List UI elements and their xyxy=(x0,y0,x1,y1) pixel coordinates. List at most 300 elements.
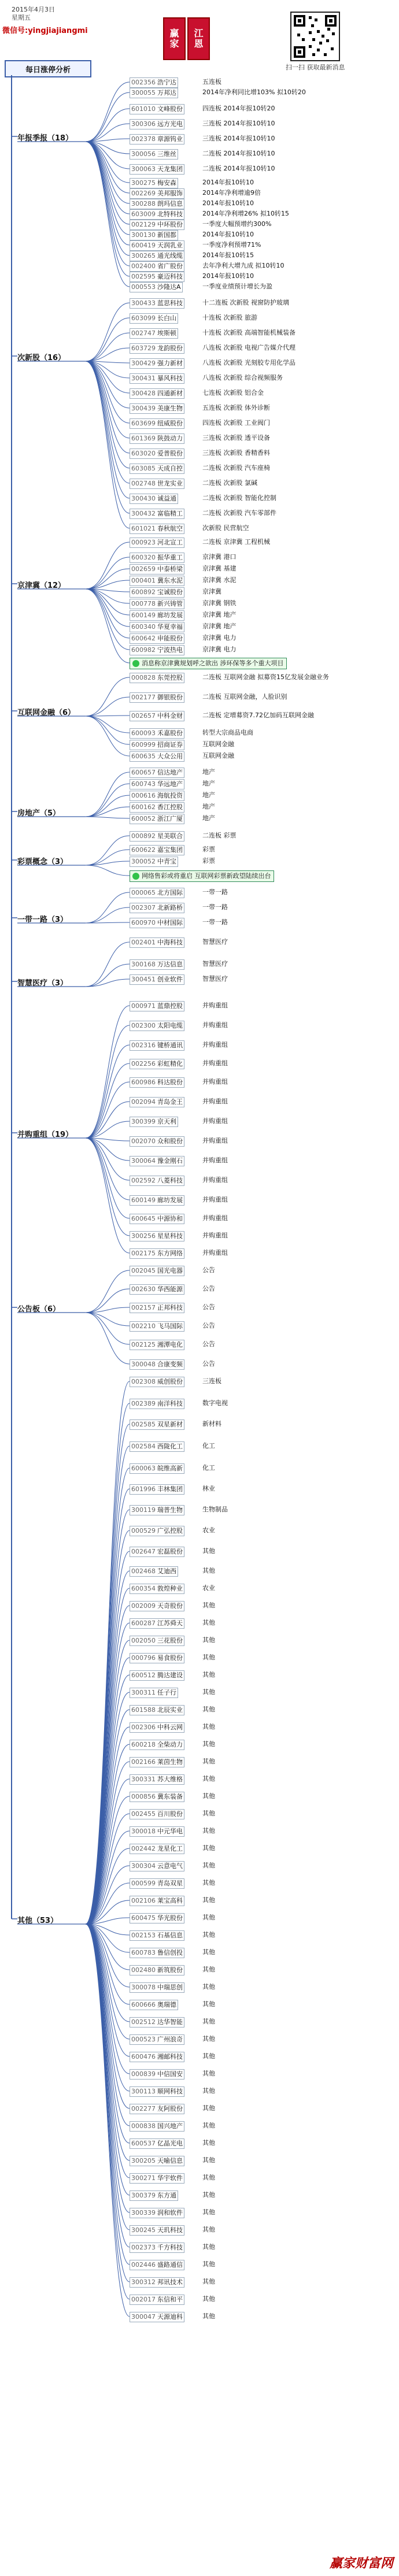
stock-name: 科达股份 xyxy=(157,1078,183,1086)
stock-name: 招商证券 xyxy=(157,741,183,748)
stock-name: 中瑞思创 xyxy=(157,1984,183,1991)
stock-note: 互联网金融 xyxy=(202,752,234,759)
stock-node xyxy=(130,1913,184,1923)
stock-note: 去年净利大增九成 拟10转10 xyxy=(202,262,285,269)
stock-code: 300275 xyxy=(131,179,156,187)
stock-name: 国光电器 xyxy=(157,1267,183,1274)
stock-node xyxy=(130,1526,184,1536)
stock-code: 002277 xyxy=(131,2105,156,2112)
news-banner xyxy=(130,658,287,669)
stock-name: 三维丝 xyxy=(157,150,176,158)
stock-code: 000065 xyxy=(131,889,156,896)
stock-node xyxy=(130,164,184,175)
stock-code: 002446 xyxy=(131,2261,156,2269)
stock-node xyxy=(130,1441,184,1452)
stock-name: 华夏幸福 xyxy=(157,623,183,631)
stock-name: 青岛双星 xyxy=(157,1880,183,1887)
stock-node xyxy=(130,178,178,188)
stock-note: 其他 xyxy=(202,1567,215,1574)
stock-note: 其他 xyxy=(202,2018,215,2025)
stock-name: 宝诚股份 xyxy=(157,588,183,596)
stock-code: 000839 xyxy=(131,2070,156,2078)
stock-note: 其他 xyxy=(202,1879,215,1886)
stock-name: 创业软件 xyxy=(157,976,183,983)
stock-note: 京津冀 基建 xyxy=(202,565,237,572)
stock-code: 600354 xyxy=(131,1585,156,1592)
stock-name: 天润乳业 xyxy=(157,242,183,249)
stock-node xyxy=(130,403,184,414)
stock-note: 其他 xyxy=(202,2156,215,2164)
stock-note: 智慧医疗 xyxy=(202,960,228,968)
stock-code: 000971 xyxy=(131,1002,156,1010)
stock-name: 湘邮科技 xyxy=(157,2053,183,2060)
stock-name: 江苏舜天 xyxy=(157,1619,183,1627)
stock-node xyxy=(130,272,184,282)
stock-code: 002177 xyxy=(131,694,156,701)
stock-name: 天玑科技 xyxy=(157,2226,183,2234)
stock-node xyxy=(130,1077,184,1088)
news-banner-text: 网络售彩或将重启 互联网彩票新政望陆续出台 xyxy=(142,872,271,880)
stock-note: 公告 xyxy=(202,1322,215,1329)
stock-node xyxy=(130,261,184,272)
stock-code: 300306 xyxy=(131,120,156,128)
stock-note: 一季度净利预增71% xyxy=(202,241,261,249)
stock-name: 达华智能 xyxy=(157,2018,183,2026)
stock-node xyxy=(130,464,184,474)
stock-node xyxy=(130,373,184,384)
category-node: 京津冀（12） xyxy=(17,581,66,590)
stock-code: 600287 xyxy=(131,1619,156,1627)
stock-code: 002584 xyxy=(131,1443,156,1450)
stock-note: 二连板 次新股 汽车零部件 xyxy=(202,509,276,517)
stock-code: 000616 xyxy=(131,792,156,799)
stock-name: 豫金刚石 xyxy=(157,1157,183,1165)
stock-name: 纽威股份 xyxy=(157,420,183,427)
stock-node xyxy=(130,1861,184,1871)
stock-node xyxy=(130,1117,178,1127)
stock-node xyxy=(130,1266,184,1276)
stock-node xyxy=(130,711,184,721)
stock-node xyxy=(130,1566,178,1577)
stock-node xyxy=(130,1214,184,1224)
stock-code: 002647 xyxy=(131,1548,156,1555)
stock-node xyxy=(130,1505,184,1515)
stock-name: 亿晶光电 xyxy=(157,2140,183,2147)
stock-name: 中元华电 xyxy=(157,1828,183,1835)
stock-node xyxy=(130,2138,184,2149)
stock-code: 600622 xyxy=(131,846,156,854)
stock-name: 奥瑞德 xyxy=(157,2001,176,2008)
stock-note: 三连板 2014年报10转10 xyxy=(202,135,275,142)
stock-name: 浩宁达 xyxy=(157,79,176,86)
stock-note: 京津冀 电力 xyxy=(202,634,237,642)
stock-code: 002175 xyxy=(131,1250,156,1257)
stock-name: 宁波热电 xyxy=(157,646,183,654)
stock-note: 其他 xyxy=(202,2087,215,2095)
stock-code: 300431 xyxy=(131,375,156,382)
stock-code: 300052 xyxy=(131,858,156,865)
stock-node xyxy=(130,1399,184,1409)
stock-node xyxy=(130,1948,184,1958)
stock-name: 省广股份 xyxy=(157,262,183,270)
stock-name: 中泰桥梁 xyxy=(157,565,183,573)
stock-code: 002106 xyxy=(131,1897,156,1904)
stock-name: 广弘控股 xyxy=(157,1527,183,1535)
stock-name: 中环股份 xyxy=(157,221,183,228)
stock-node xyxy=(130,343,184,354)
stock-name: 北方国际 xyxy=(157,889,183,896)
stock-note: 四连板 次新股 工业阀门 xyxy=(202,419,270,427)
logo-seal-left: 赢 家 xyxy=(163,17,186,60)
stock-note: 林业 xyxy=(202,1485,215,1492)
stock-node xyxy=(130,2295,184,2305)
stock-code: 600162 xyxy=(131,803,156,811)
stock-note: 二连板 彩票 xyxy=(202,832,237,839)
stock-note: 其他 xyxy=(202,2243,215,2251)
stock-note: 公告 xyxy=(202,1340,215,1348)
stock-note: 地产 xyxy=(202,791,215,799)
stock-node xyxy=(130,188,184,199)
stock-note: 三连板 xyxy=(202,1377,221,1385)
news-banner xyxy=(130,870,274,882)
stock-name: 龙韵股份 xyxy=(157,344,183,352)
stock-name: 蓝思科技 xyxy=(157,299,183,307)
stock-node xyxy=(130,576,184,586)
stock-note: 其他 xyxy=(202,1671,215,1678)
stock-note: 三连板 次新股 香精香料 xyxy=(202,449,270,457)
stock-note: 京津冀 港口 xyxy=(202,553,237,561)
stock-code: 002306 xyxy=(131,1723,156,1731)
stock-code: 002659 xyxy=(131,565,156,573)
stock-name: 云意电气 xyxy=(157,1862,183,1870)
stock-note: 其他 xyxy=(202,1931,215,1939)
stock-code: 002455 xyxy=(131,1810,156,1818)
stock-node xyxy=(130,1688,178,1698)
category-node: 其他（53） xyxy=(17,1917,58,1925)
stock-name: 鲁信创投 xyxy=(157,1949,183,1956)
stock-code: 002094 xyxy=(131,1098,156,1106)
stock-note: 其他 xyxy=(202,2174,215,2181)
stock-note: 化工 xyxy=(202,1442,215,1450)
stock-node xyxy=(130,2277,184,2288)
stock-note: 京津冀 钢铁 xyxy=(202,599,237,607)
stock-name: 丰林集团 xyxy=(157,1485,183,1493)
stock-code: 300113 xyxy=(131,2088,156,2095)
stock-note: 二连板 次新股 氯碱 xyxy=(202,479,257,487)
stock-note: 二连板 互联网金融 拟募资15亿发展金融业务 xyxy=(202,673,329,681)
stock-code: 300245 xyxy=(131,2226,156,2234)
stock-node xyxy=(130,494,178,504)
stock-node xyxy=(130,692,184,703)
stock-note: 并购重组 xyxy=(202,1214,228,1222)
stock-code: 002400 xyxy=(131,262,156,270)
stock-node xyxy=(130,358,184,369)
stock-node xyxy=(130,610,184,621)
stock-note: 并购重组 xyxy=(202,1249,228,1257)
stock-name: 合康变频 xyxy=(157,1361,183,1368)
wechat-id: 微信号:yingjiajiangmi xyxy=(2,27,88,35)
stock-name: 中海科技 xyxy=(157,939,183,946)
stock-name: 苏大维格 xyxy=(157,1776,183,1783)
stock-node xyxy=(130,1584,184,1594)
stock-node xyxy=(130,1965,184,1975)
stock-note: 并购重组 xyxy=(202,1002,228,1009)
stock-note: 其他 xyxy=(202,1914,215,1921)
stock-node xyxy=(130,1618,184,1629)
stock-node xyxy=(130,282,183,292)
stock-code: 601369 xyxy=(131,435,156,442)
stock-node xyxy=(130,2121,184,2132)
footer-brand: 赢家财富网 xyxy=(329,2556,393,2571)
stock-code: 002657 xyxy=(131,712,156,720)
stock-code: 300312 xyxy=(131,2278,156,2286)
stock-code: 002630 xyxy=(131,1285,156,1293)
stock-note: 二连板 互联网金融，人脸识别 xyxy=(202,693,287,700)
stock-code: 600666 xyxy=(131,2001,156,2008)
stock-name: 嘉宝集团 xyxy=(157,846,183,854)
stock-name: 飞马国际 xyxy=(157,1322,183,1330)
stock-node xyxy=(130,1636,184,1646)
stock-node xyxy=(130,209,184,220)
stock-node xyxy=(130,1248,184,1259)
stock-code: 300056 xyxy=(131,150,156,158)
stock-code: 603020 xyxy=(131,450,156,457)
stock-note: 二连板 2014年报10转10 xyxy=(202,150,275,157)
stock-node xyxy=(130,1740,184,1750)
stock-note: 彩票 xyxy=(202,857,215,865)
stock-code: 600052 xyxy=(131,815,156,822)
stock-code: 300399 xyxy=(131,1118,156,1125)
stock-node xyxy=(130,751,184,762)
stock-node xyxy=(130,1059,184,1069)
stock-node xyxy=(130,449,184,459)
stock-node xyxy=(130,1321,184,1332)
stock-name: 中源协和 xyxy=(157,1215,183,1222)
stock-code: 000401 xyxy=(131,577,156,584)
qr-caption: 扫一扫 获取最新消息 xyxy=(286,64,345,71)
stock-code: 600149 xyxy=(131,1196,156,1204)
stock-code: 300271 xyxy=(131,2174,156,2182)
stock-node xyxy=(130,433,184,444)
stock-code: 002256 xyxy=(131,1060,156,1068)
stock-code: 300429 xyxy=(131,359,156,367)
stock-note: 并购重组 xyxy=(202,1078,228,1085)
stock-name: 北辰实业 xyxy=(157,1706,183,1714)
stock-code: 000856 xyxy=(131,1793,156,1800)
stock-note: 地产 xyxy=(202,768,215,776)
stock-name: 艾迪西 xyxy=(157,1567,176,1575)
stock-note: 智慧医疗 xyxy=(202,975,228,983)
stock-node xyxy=(130,2017,184,2028)
stock-note: 其他 xyxy=(202,1827,215,1834)
stock-note: 二连板 2014年报10转10 xyxy=(202,165,275,172)
stock-node xyxy=(130,802,184,813)
stock-note: 其他 xyxy=(202,2104,215,2112)
stock-name: 三花股份 xyxy=(157,1637,183,1644)
stock-note: 八连板 次新股 光刻胶专用化学品 xyxy=(202,359,295,366)
stock-code: 300256 xyxy=(131,1232,156,1240)
stock-name: 文峰股份 xyxy=(157,105,183,113)
stock-node xyxy=(130,538,184,548)
stock-code: 002592 xyxy=(131,1177,156,1184)
stock-note: 其他 xyxy=(202,2191,215,2199)
stock-code: 600986 xyxy=(131,1078,156,1086)
stock-code: 300265 xyxy=(131,252,156,260)
stock-node xyxy=(130,328,178,339)
category-node: 房地产（5） xyxy=(17,809,61,818)
stock-name: 石基信息 xyxy=(157,1932,183,1939)
stock-name: 新兴铸管 xyxy=(157,600,183,607)
stock-note: 其他 xyxy=(202,1723,215,1730)
stock-code: 600149 xyxy=(131,611,156,619)
stock-node xyxy=(130,2052,184,2062)
stock-name: 暴风科技 xyxy=(157,375,183,382)
stock-note: 四连板 2014年报10转20 xyxy=(202,105,275,112)
stock-code: 002307 xyxy=(131,904,156,911)
stock-name: 广州浪奇 xyxy=(157,2036,183,2043)
stock-code: 002373 xyxy=(131,2244,156,2251)
stock-name: 星星科技 xyxy=(157,1232,183,1240)
stock-node xyxy=(130,1844,184,1854)
stock-code: 300078 xyxy=(131,1984,156,1991)
stock-node xyxy=(130,1484,184,1495)
stock-note: 2014年报10转10 xyxy=(202,231,254,238)
stock-code: 300119 xyxy=(131,1506,156,1514)
stock-code: 600093 xyxy=(131,729,156,737)
stock-code: 002308 xyxy=(131,1378,156,1385)
stock-code: 000529 xyxy=(131,1527,156,1535)
stock-name: 易食股份 xyxy=(157,1654,183,1662)
stock-node xyxy=(130,119,184,129)
stock-code: 002129 xyxy=(131,221,156,228)
stock-note: 京津冀 电力 xyxy=(202,646,237,653)
stock-note: 一带一路 xyxy=(202,918,228,926)
stock-note: 一季度大幅预增约300% xyxy=(202,220,272,228)
category-node: 智慧医疗（3） xyxy=(17,979,68,988)
stock-node xyxy=(130,1377,184,1387)
category-node: 次新股（16） xyxy=(17,354,66,362)
stock-code: 300205 xyxy=(131,2157,156,2164)
stock-note: 其他 xyxy=(202,2122,215,2129)
stock-name: 彩虹精化 xyxy=(157,1060,183,1068)
stock-note: 互联网金融 xyxy=(202,740,234,748)
stock-name: 美邦服饰 xyxy=(157,190,183,197)
stock-node xyxy=(130,918,184,928)
stock-code: 300428 xyxy=(131,390,156,397)
stock-name: 星美联合 xyxy=(157,832,183,840)
stock-code: 600063 xyxy=(131,1465,156,1472)
stock-code: 600512 xyxy=(131,1671,156,1679)
stock-name: 沙隆达A xyxy=(157,283,181,291)
stock-name: 冀东水泥 xyxy=(157,577,183,584)
stock-code: 002480 xyxy=(131,1966,156,1974)
stock-code: 002017 xyxy=(131,2296,156,2303)
stock-name: 华西能源 xyxy=(157,1285,183,1293)
stock-code: 600419 xyxy=(131,242,156,249)
stock-node xyxy=(130,728,184,739)
stock-node xyxy=(130,1896,184,1906)
stock-note: 并购重组 xyxy=(202,1041,228,1048)
stock-node xyxy=(130,1419,184,1430)
stock-name: 龙星化工 xyxy=(157,1845,183,1852)
stock-note: 其他 xyxy=(202,1844,215,1852)
stock-name: 华宇软件 xyxy=(157,2174,183,2182)
stock-node xyxy=(130,779,184,790)
stock-node xyxy=(130,1878,184,1889)
stock-name: 强力新材 xyxy=(157,359,183,367)
stock-code: 002512 xyxy=(131,2018,156,2026)
stock-note: 二连板 京津冀 工程机械 xyxy=(202,538,270,546)
stock-code: 002210 xyxy=(131,1322,156,1330)
stock-note: 其他 xyxy=(202,2295,215,2303)
stock-name: 双星新材 xyxy=(157,1421,183,1428)
stock-node xyxy=(130,1722,184,1733)
stock-name: 东方网络 xyxy=(157,1250,183,1257)
stock-node xyxy=(130,1547,184,1557)
stock-node xyxy=(130,1040,184,1051)
stock-note: 2014年净利同比增103% 拟10转20 xyxy=(202,88,306,96)
stock-code: 601996 xyxy=(131,1485,156,1493)
stock-note: 其他 xyxy=(202,1758,215,1765)
stock-node xyxy=(130,77,178,88)
stock-name: 申能股份 xyxy=(157,635,183,642)
stock-node xyxy=(130,673,184,683)
stock-note: 其他 xyxy=(202,1896,215,1904)
stock-name: 润和软件 xyxy=(157,2209,183,2217)
stock-name: 瑞普生物 xyxy=(157,1506,183,1514)
stock-node xyxy=(130,1757,184,1767)
stock-node xyxy=(130,903,184,913)
stock-name: 通光线缆 xyxy=(157,252,183,260)
stock-note: 十二连板 次新股 视窗防护玻璃 xyxy=(202,299,289,306)
stock-code: 601010 xyxy=(131,105,156,113)
stock-note: 数字电视 xyxy=(202,1399,228,1407)
stock-code: 002356 xyxy=(131,79,156,86)
stock-note: 并购重组 xyxy=(202,1117,228,1125)
stock-name: 大众公用 xyxy=(157,753,183,760)
stock-name: 西陇化工 xyxy=(157,1443,183,1450)
stock-note: 其他 xyxy=(202,1983,215,1991)
stock-code: 600743 xyxy=(131,780,156,788)
stock-code: 600970 xyxy=(131,919,156,926)
stock-code: 300304 xyxy=(131,1862,156,1870)
stock-code: 600982 xyxy=(131,646,156,654)
stock-name: 万邦达 xyxy=(157,89,176,97)
stock-name: 正邦科技 xyxy=(157,1304,183,1311)
stock-note: 其他 xyxy=(202,2312,215,2320)
stock-note: 并购重组 xyxy=(202,1137,228,1144)
stock-code: 000838 xyxy=(131,2122,156,2130)
stock-node xyxy=(130,2034,184,2045)
stock-note: 其他 xyxy=(202,1948,215,1956)
stock-code: 600657 xyxy=(131,769,156,776)
stock-node xyxy=(130,1001,184,1011)
stock-code: 300288 xyxy=(131,200,156,207)
stock-name: 信达地产 xyxy=(157,769,183,776)
stock-note: 并购重组 xyxy=(202,1021,228,1029)
stock-note: 新材料 xyxy=(202,1420,221,1428)
stock-code: 600645 xyxy=(131,1215,156,1222)
stock-note: 七连板 次新股 铝合金 xyxy=(202,389,264,396)
stock-name: 冀东装备 xyxy=(157,1793,183,1800)
stock-node xyxy=(130,1231,184,1241)
stock-code: 002153 xyxy=(131,1932,156,1939)
stock-name: 天源迪科 xyxy=(157,2313,183,2321)
stock-note: 彩票 xyxy=(202,846,215,853)
green-dot-icon xyxy=(132,873,139,880)
stock-note: 公告 xyxy=(202,1360,215,1367)
stock-note: 五连板 xyxy=(202,78,221,86)
